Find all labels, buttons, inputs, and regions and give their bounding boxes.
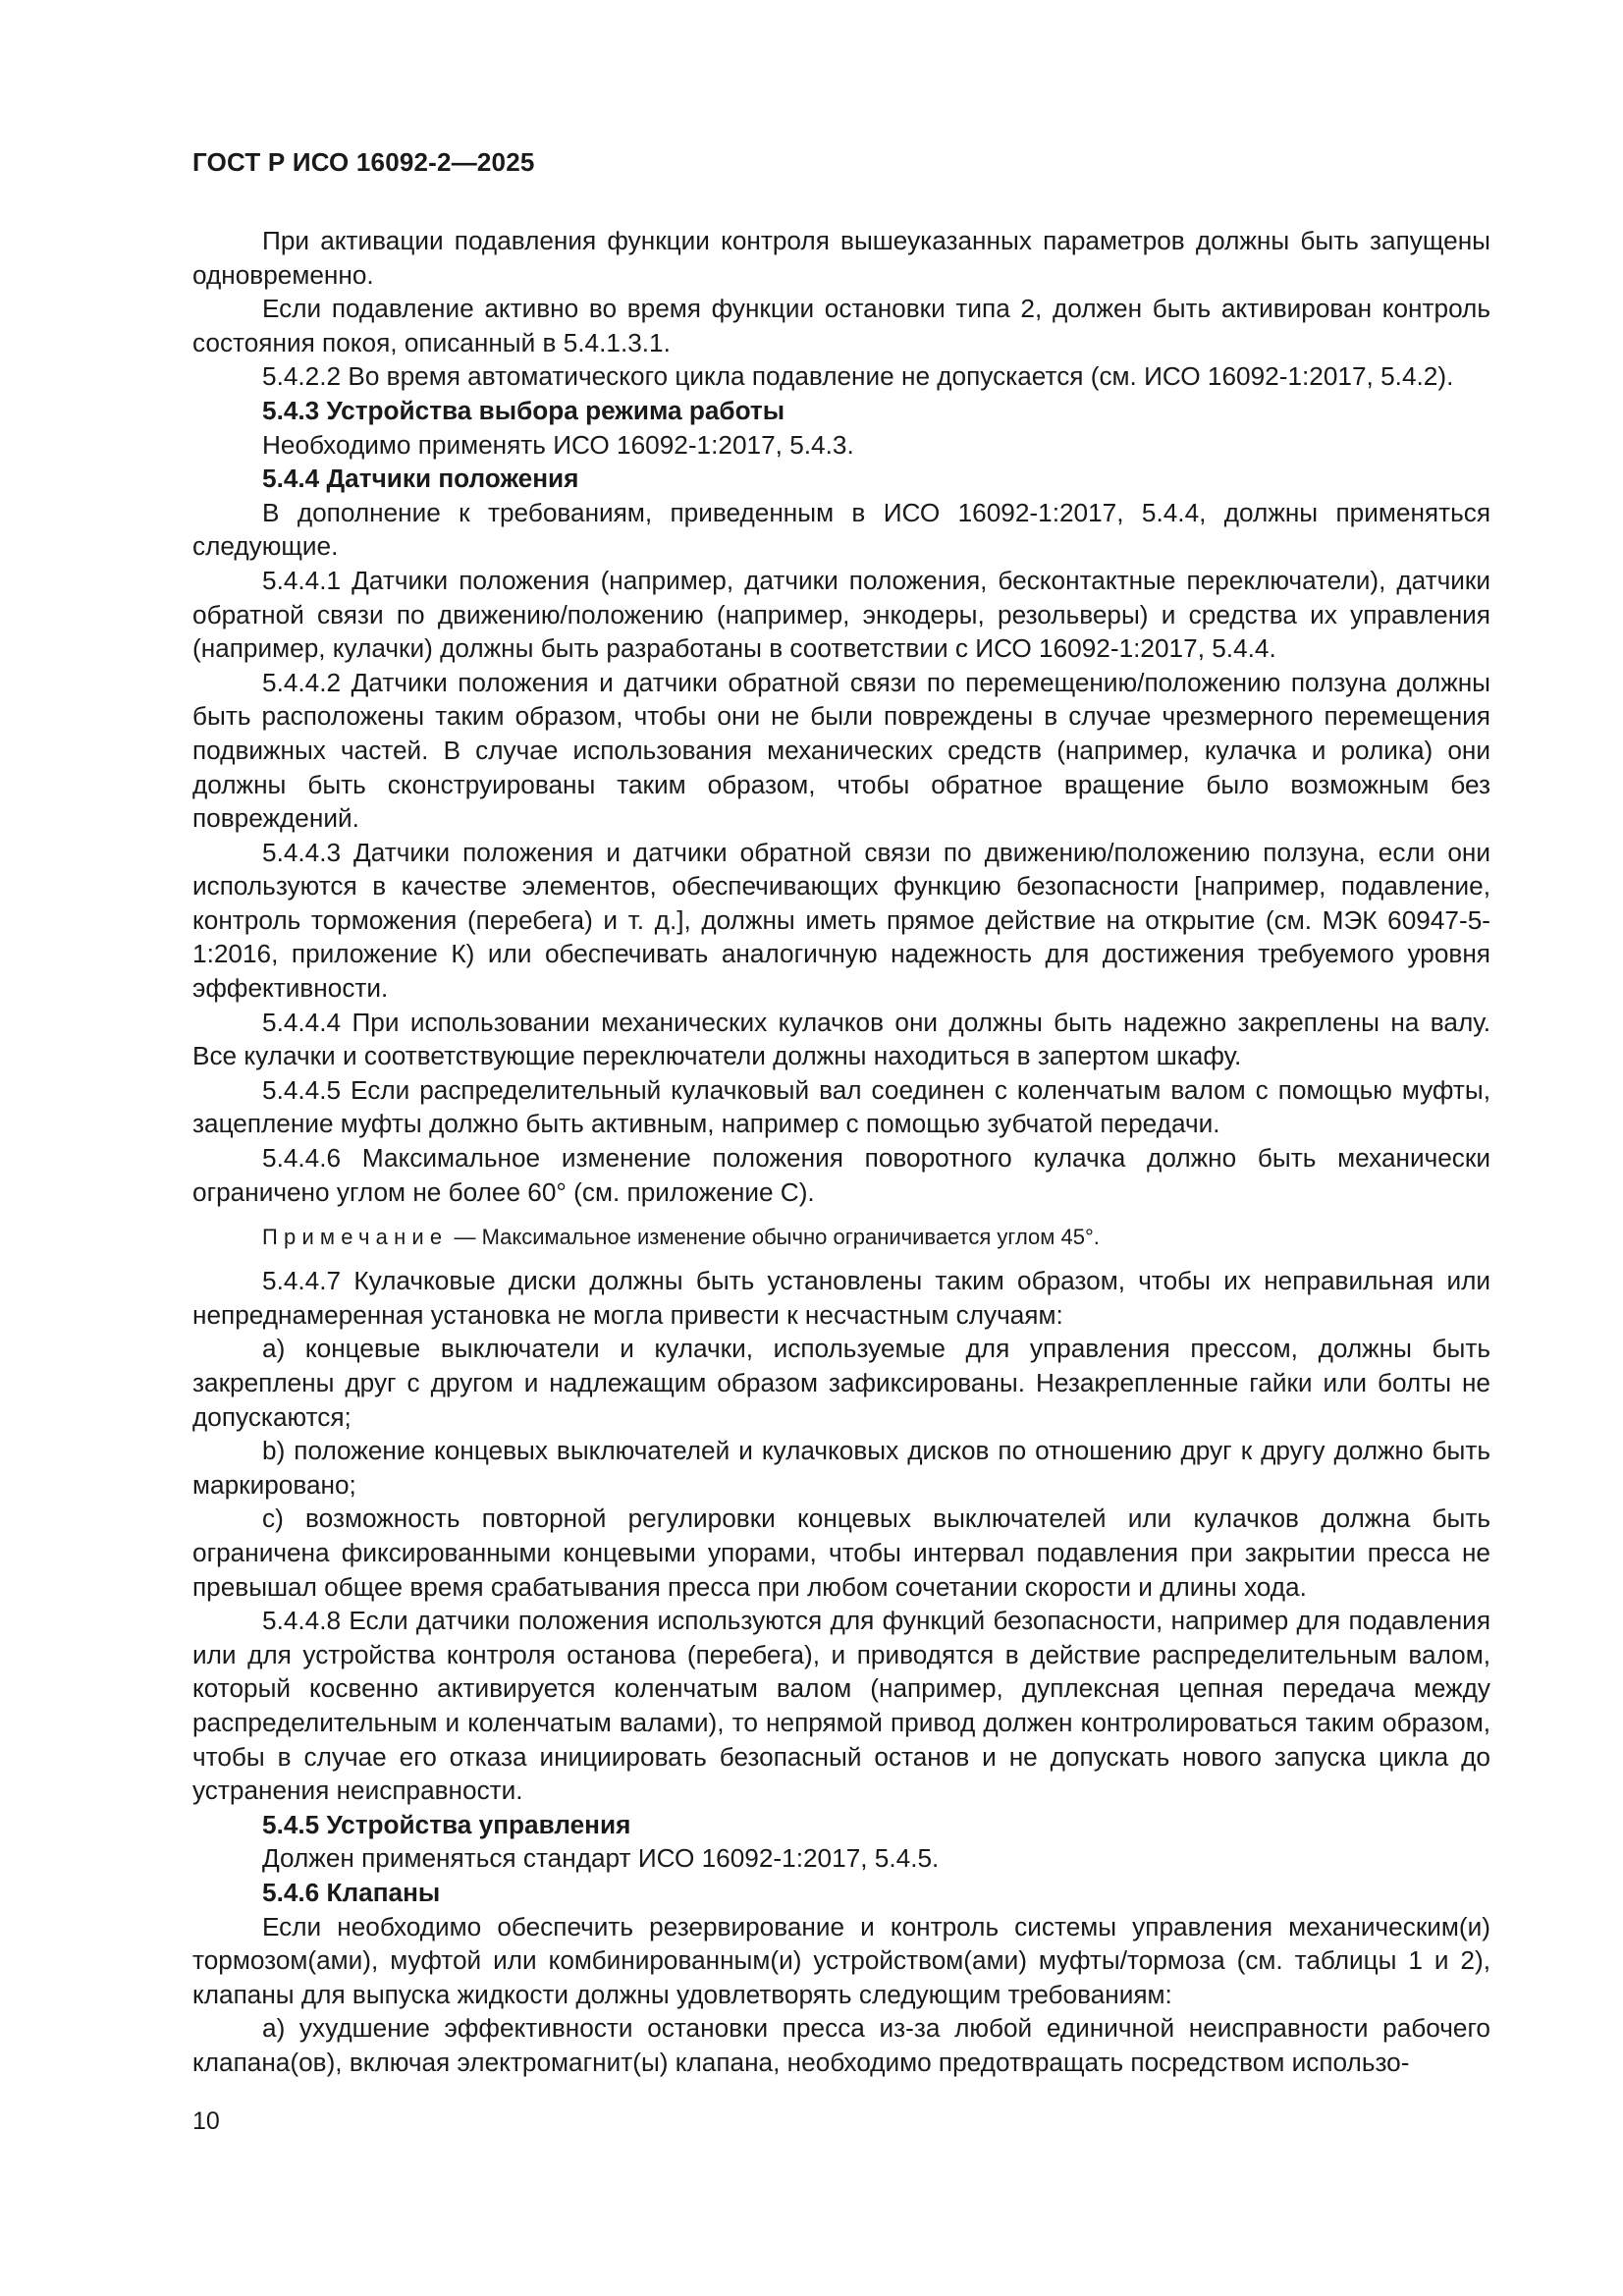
- section-heading-5-4-6: 5.4.6 Клапаны: [262, 1877, 441, 1907]
- paragraph: 5.4.4.8 Если датчики положения используются для функций безопасности, например для подавления или для устройства контроля останова (перебега), и приводятся в действие распределительным валом, который косвенно активируется коленчатым валом (например, дуплексная цепная передача между распределительным и коленчатым валами), то непрямой привод должен контролироваться таким образом, чтобы в случае его отказа инициировать безопасный останов и не допускать нового запуска цикла до устранения неисправности.: [192, 1606, 1490, 1806]
- paragraph: Должен применяться стандарт ИСО 16092-1:2017, 5.4.5.: [262, 1843, 940, 1874]
- list-item: c) возможность повторной регулировки концевых выключателей или кулачков должна быть ограничена фиксированными концевыми упорами, чтобы интервал подавления при закрытии пресса не превышал общее время срабатывания пресса при любом сочетании скорости и длины хода.: [192, 1503, 1490, 1602]
- paragraph: 5.4.4.7 Кулачковые диски должны быть установлены таким образом, чтобы их неправильная или непреднамеренная установка не могла привести к несчастным случаям:: [192, 1266, 1490, 1330]
- list-item: b) положение концевых выключателей и кулачковых дисков по отношению друг к другу должно быть маркировано;: [192, 1436, 1490, 1500]
- paragraph: При активации подавления функции контроля вышеуказанных параметров должны быть запущены одновременно.: [192, 226, 1490, 290]
- section-heading-5-4-3: 5.4.3 Устройства выбора режима работы: [262, 395, 785, 425]
- paragraph: 5.4.4.4 При использовании механических кулачков они должны быть надежно закреплены на валу. Все кулачки и соответствующие переключатели должны находиться в запертом шкафу.: [192, 1007, 1490, 1071]
- note-label: Примечание: [262, 1225, 449, 1250]
- list-item: a) ухудшение эффективности остановки пресса из-за любой единичной неисправности рабочего клапана(ов), включая электромагнит(ы) клапана, необходимо предотвращать посредством использо-: [192, 2013, 1490, 2077]
- paragraph: 5.4.4.5 Если распределительный кулачковый вал соединен с коленчатым валом с помощью муфты, зацепление муфты должно быть активным, например с помощью зубчатой передачи.: [192, 1074, 1490, 1139]
- note-text: — Максимальное изменение обычно ограничивается углом 45°.: [454, 1225, 1100, 1250]
- list-item: a) концевые выключатели и кулачки, используемые для управления прессом, должны быть закреплены друг с другом и надлежащим образом зафиксированы. Незакрепленные гайки или болты не допускаются;: [192, 1334, 1490, 1432]
- paragraph: Необходимо применять ИСО 16092-1:2017, 5.4.3.: [262, 429, 854, 460]
- paragraph: 5.4.4.1 Датчики положения (например, датчики положения, бесконтактные переключатели), датчики обратной связи по движению/положению (например, энкодеры, резольверы) и средства их управления (например, кулачки) должны быть разработаны в соответствии с ИСО 16092-1:2017, 5.4.4.: [192, 565, 1490, 664]
- paragraph: Если необходимо обеспечить резервирование и контроль системы управления механическим(и) тормозом(ами), муфтой или комбинированным(и) устройством(ами) муфты/тормоза (см. таблицы 1 и 2), клапаны для выпуска жидкости должны удовлетворять следующим требованиям:: [192, 1911, 1490, 2009]
- note: [192, 1223, 1490, 1252]
- paragraph: 5.4.2.2 Во время автоматического цикла подавление не допускается (см. ИСО 16092-1:2017, 5.4.2).: [262, 361, 1454, 392]
- page-number: 10: [192, 2107, 220, 2135]
- paragraph: 5.4.4.3 Датчики положения и датчики обратной связи по движению/положению ползуна, если они используются в качестве элементов, обеспечивающих функцию безопасности [например, подавление, контроль торможения (перебега) и т. д.], должны иметь прямое действие на открытие (см. МЭК 60947-5-1:2016, приложение К) или обеспечивать аналогичную надежность для достижения требуемого уровня эффективности.: [192, 837, 1490, 1004]
- document-header: ГОСТ Р ИСО 16092-2—2025: [192, 147, 535, 177]
- section-heading-5-4-4: 5.4.4 Датчики положения: [262, 464, 579, 494]
- paragraph: 5.4.4.6 Максимальное изменение положения поворотного кулачка должно быть механически ограничено углом не более 60° (см. приложение С).: [192, 1143, 1490, 1207]
- paragraph: 5.4.4.2 Датчики положения и датчики обратной связи по перемещению/положению ползуна должны быть расположены таким образом, чтобы они не были повреждены в случае чрезмерного перемещения подвижных частей. В случае использования механических средств (например, кулачка и ролика) они должны быть сконструированы таким образом, чтобы обратное вращение было возможным без повреждений.: [192, 667, 1490, 834]
- paragraph: Если подавление активно во время функции остановки типа 2, должен быть активирован контроль состояния покоя, описанный в 5.4.1.3.1.: [192, 294, 1490, 357]
- paragraph: В дополнение к требованиям, приведенным в ИСО 16092-1:2017, 5.4.4, должны применяться следующие.: [192, 497, 1490, 562]
- body-text: [192, 224, 1490, 2079]
- section-heading-5-4-5: 5.4.5 Устройства управления: [262, 1809, 631, 1839]
